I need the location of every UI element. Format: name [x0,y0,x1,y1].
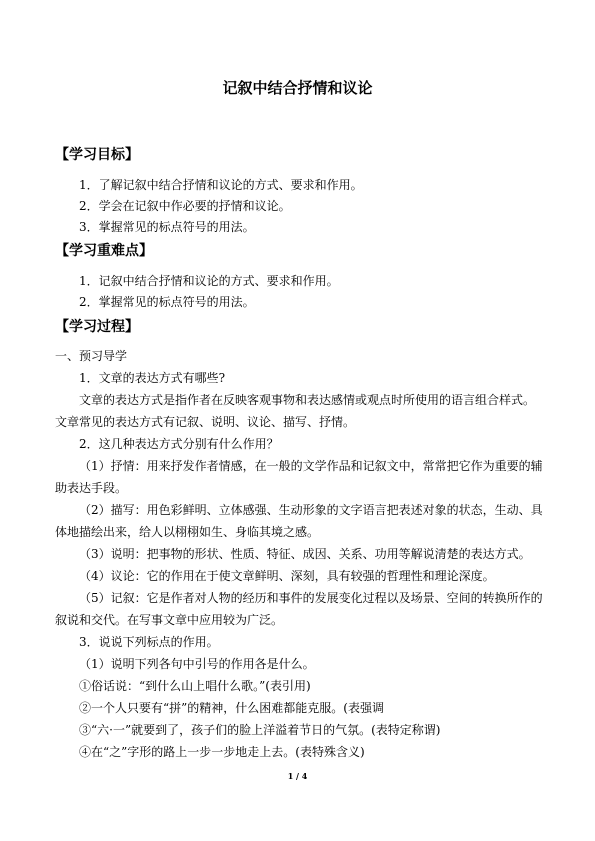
process-line: ②一个人只要有“拼”的精神，什么困难都能克服。(表强调 [79,701,384,715]
section-heading-goals: 【学习目标】 [55,147,139,163]
process-line: 体地描绘出来，给人以栩栩如生、身临其境之感。 [55,525,320,539]
process-line: 一、预习导学 [55,349,128,363]
process-line: 文章常见的表达方式有记叙、说明、议论、描写、抒情。 [55,415,356,429]
process-line: 文章的表达方式是指作者在反映客观事物和表达感情或观点时所使用的语言组合样式。 [79,393,536,407]
key-point-item: 2．掌握常见的标点符号的用法。 [79,295,255,309]
process-line: 3．说说下列标点的作用。 [79,635,219,649]
goal-item: 3．掌握常见的标点符号的用法。 [79,220,255,234]
process-line: ①俗话说：“到什么山上唱什么歌。”(表引用) [79,679,311,693]
page-number: 1 / 4 [287,771,308,781]
key-point-item: 1．记叙中结合抒情和议论的方式、要求和作用。 [79,274,339,288]
process-line: （4）议论：它的作用在于使文章鲜明、深刻，具有较强的哲理性和理论深度。 [79,569,495,583]
process-line: 2．这几种表达方式分别有什么作用？ [79,437,279,451]
page-title: 记叙中结合抒情和议论 [222,79,373,97]
process-line: （2）描写：用色彩鲜明、立体感强、生动形象的文字语言把表述对象的状态，生动、具 [79,503,543,517]
process-line: 助表达手段。 [55,481,128,495]
process-line: （5）记叙：它是作者对人物的经历和事件的发展变化过程以及场景、空间的转换所作的 [79,591,543,605]
process-line: （1）抒情：用来抒发作者情感，在一般的文学作品和记叙文中，常常把它作为重要的辅 [79,459,543,473]
process-line: 1．文章的表达方式有哪些? [79,371,226,385]
goal-item: 2．学会在记叙中作必要的抒情和议论。 [79,199,291,213]
section-heading-process: 【学习过程】 [55,319,139,335]
process-line: （1）说明下列各句中引号的作用各是什么。 [79,657,315,671]
section-heading-key-points: 【学习重难点】 [55,243,153,259]
process-line: ④在“之”字形的路上一步一步地走上去。(表特殊含义) [79,745,365,759]
process-line: （3）说明：把事物的形状、性质、特征、成因、关系、功用等解说清楚的表达方式。 [79,547,531,561]
process-line: ③“六·一”就要到了，孩子们的脸上洋溢着节日的气氛。(表特定称谓) [79,723,441,737]
process-line: 叙说和交代。在写事文章中应用较为广泛。 [55,613,284,627]
goal-item: 1．了解记叙中结合抒情和议论的方式、要求和作用。 [79,178,363,192]
